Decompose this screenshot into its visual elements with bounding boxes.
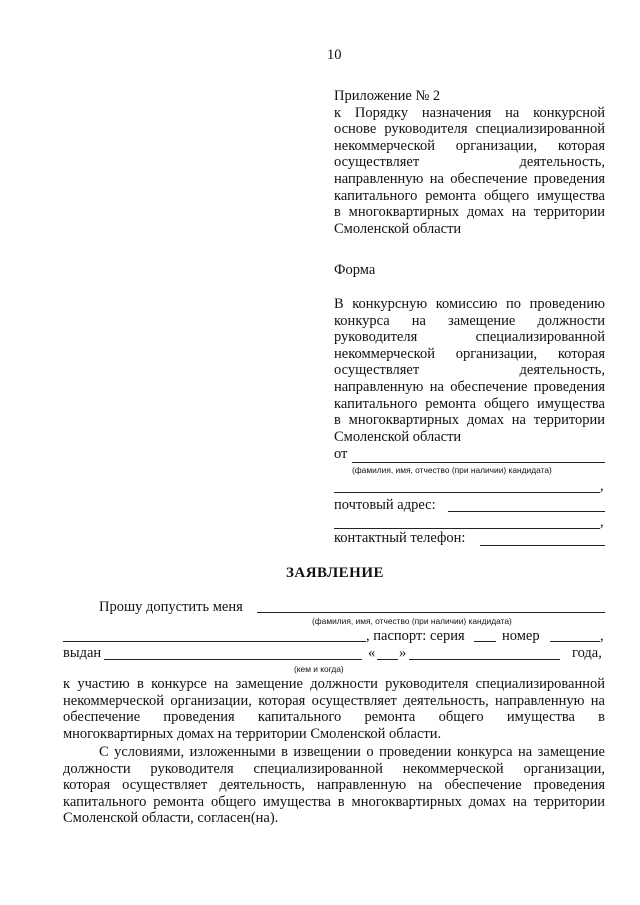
addressee-line: В конкурсную комиссию по проведению (334, 296, 605, 312)
fio-continuation-line[interactable] (334, 492, 600, 493)
postal-address-line[interactable] (448, 511, 605, 512)
addressee-line: осуществляет деятельность, (334, 362, 605, 379)
appendix-line: направленную на обеспечение проведения (334, 171, 605, 187)
agreement-line: капитального ремонта общего имущества в многоквартирных домах на территории (63, 793, 605, 810)
agreement-line: С условиями, изложенными в извещении о проведении конкурса на замещение (99, 744, 605, 760)
agreement-line: должности руководителя специализированной некоммерческой организации, (63, 760, 605, 777)
page-number: 10 (327, 47, 342, 63)
appendix-line: капитального ремонта общего имущества (334, 187, 605, 204)
passport-series-label: , паспорт: серия (366, 628, 465, 644)
phone-line[interactable] (480, 545, 605, 546)
issued-caption: (кем и когда) (294, 664, 344, 674)
participation-line: многоквартирных домах на территории Смоленской области. (63, 725, 442, 742)
comma: , (600, 628, 604, 644)
appendix-title: Приложение № 2 (334, 88, 441, 104)
candidate-fio-caption: (фамилия, имя, отчество (при наличии) кандидата) (312, 616, 512, 626)
issued-label: выдан (63, 645, 102, 661)
passport-number-label: номер (502, 628, 540, 644)
postal-address-line-2[interactable] (334, 528, 600, 529)
addressee-line: конкурса на замещение должности (334, 312, 605, 329)
appendix-line: Смоленской области (334, 220, 462, 237)
addressee-line: некоммерческой организации, которая (334, 345, 605, 362)
fio-caption: (фамилия, имя, отчество (при наличии) кандидата) (352, 465, 552, 475)
addressee-line: в многоквартирных домах на территории (334, 412, 605, 429)
addressee-line: Смоленской области (334, 428, 462, 445)
comma: , (600, 478, 604, 494)
quote-open: « (368, 645, 376, 661)
issued-by-line[interactable] (104, 659, 362, 660)
addressee-line: капитального ремонта общего имущества (334, 395, 605, 412)
fio-field-line[interactable] (352, 462, 605, 463)
appendix-line: осуществляет деятельность, (334, 154, 605, 171)
appendix-line: некоммерческой организации, которая (334, 137, 605, 154)
participation-line: некоммерческой организации, которая осуществляет деятельность, направленную на (63, 692, 605, 709)
addressee-line: руководителя специализированной (334, 329, 605, 346)
comma: , (600, 514, 604, 530)
appendix-line: к Порядку назначения на конкурсной (334, 104, 605, 121)
appendix-line: основе руководителя специализированной (334, 121, 605, 138)
year-label: года, (572, 645, 602, 661)
participation-line: к участию в конкурсе на замещение должности руководителя специализированной (63, 676, 605, 692)
issued-day-line[interactable] (377, 659, 398, 660)
request-label: Прошу допустить меня (99, 599, 243, 615)
appendix-line: в многоквартирных домах на территории (334, 204, 605, 221)
candidate-fio-continuation-line[interactable] (63, 641, 366, 642)
passport-number-line[interactable] (550, 641, 600, 642)
participation-line: обеспечение проведения капитального ремонта общего имущества в (63, 709, 605, 726)
phone-label: контактный телефон: (334, 530, 466, 546)
quote-close: » (399, 645, 407, 661)
issued-month-year-line[interactable] (409, 659, 560, 660)
passport-series-line[interactable] (474, 641, 496, 642)
agreement-line: Смоленской области, согласен(на). (63, 810, 279, 827)
addressee-line: направленную на обеспечение проведения (334, 379, 605, 395)
agreement-line: которая осуществляет деятельность, направленную на обеспечение проведения (63, 777, 605, 794)
statement-title: ЗАЯВЛЕНИЕ (285, 565, 385, 581)
candidate-fio-line[interactable] (257, 612, 605, 613)
form-label: Форма (334, 262, 376, 278)
from-label: от (334, 446, 348, 462)
postal-label: почтовый адрес: (334, 497, 436, 513)
